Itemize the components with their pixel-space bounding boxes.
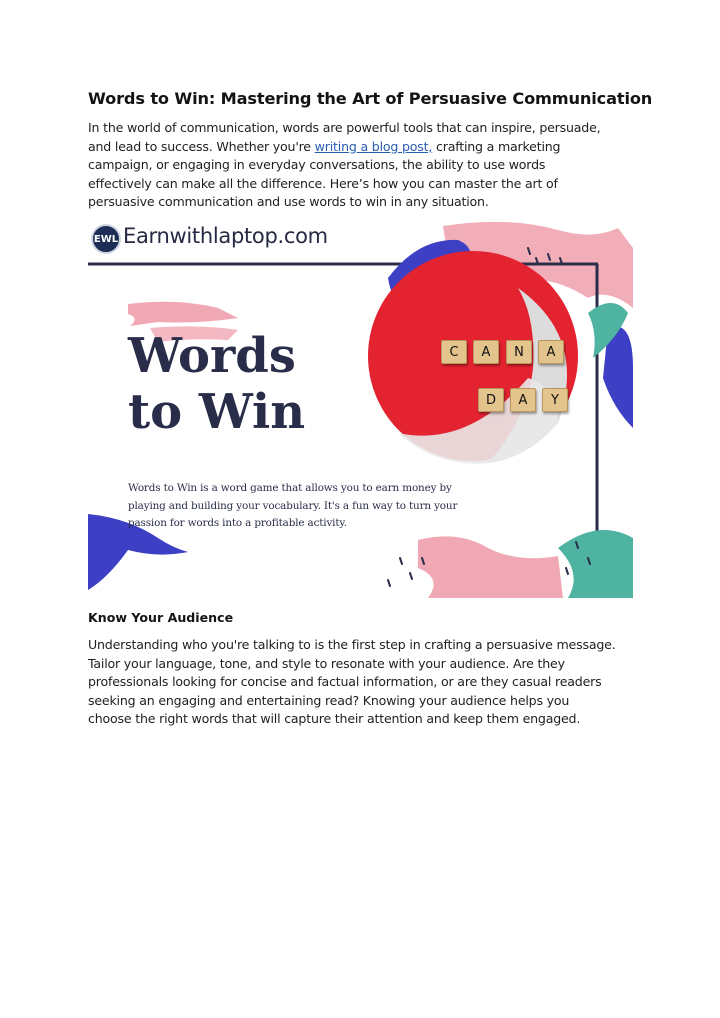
ewl-logo-icon: EWL <box>91 224 121 254</box>
intro-line-2-end: crafting a marketing <box>432 138 561 154</box>
section-line-4: seeking an engaging and entertaining read? Knowing your audience helps you <box>88 692 570 708</box>
section-paragraph <box>88 636 648 729</box>
intro-paragraph <box>88 119 648 212</box>
section-line-2: Tailor your language, tone, and style to resonate with your audience. Are they <box>88 655 565 671</box>
teal-stroke-bottom <box>558 530 633 598</box>
letter-tile: N <box>506 340 532 364</box>
letter-tile: Y <box>542 388 568 412</box>
letter-tile: A <box>510 388 536 412</box>
intro-line-4: effectively can make all the difference. Here’s how you can master the art of <box>88 175 558 191</box>
pink-stroke-bottom <box>418 536 563 598</box>
section-heading: Know Your Audience <box>88 610 234 625</box>
letter-tile: A <box>538 340 564 364</box>
article-title: Words to Win: Mastering the Art of Persuasive Communication <box>88 89 653 108</box>
section-line-1: Understanding who you're talking to is the first step in crafting a persuasive message. <box>88 637 616 652</box>
figure-title-line-2: to Win <box>128 384 306 440</box>
section-line-3: professionals looking for concise and factual information, or are they casual readers <box>88 674 602 690</box>
featured-image <box>88 218 633 598</box>
intro-line-5: persuasive communication and use words to win in any situation. <box>88 194 489 210</box>
section-line-5: choose the right words that will capture their attention and keep them engaged. <box>88 711 581 727</box>
intro-line-2-start: and lead to success. Whether you're <box>88 138 315 154</box>
intro-line-3: campaign, or engaging in everyday conversations, the ability to use words <box>88 157 546 173</box>
letter-tile: A <box>473 340 499 364</box>
figure-desc-line-1: Words to Win is a word game that allows you to earn money by <box>128 482 452 494</box>
figure-desc-line-3: passion for words into a profitable activity. <box>128 517 347 529</box>
intro-line-1: In the world of communication, words are powerful tools that can inspire, persuade, <box>88 120 601 135</box>
pink-stroke-left <box>128 302 238 326</box>
blog-post-link[interactable]: writing a blog post, <box>314 138 433 154</box>
brand-name: Earnwithlaptop.com <box>123 224 328 248</box>
figure-description <box>128 480 488 533</box>
intro-line-2 <box>88 138 648 157</box>
letter-tile: D <box>478 388 504 412</box>
figure-title <box>128 328 305 440</box>
figure-desc-line-2: playing and building your vocabulary. It's a fun way to turn your <box>128 499 458 512</box>
figure-title-line-1: Words <box>128 328 296 384</box>
letter-tile: C <box>441 340 467 364</box>
